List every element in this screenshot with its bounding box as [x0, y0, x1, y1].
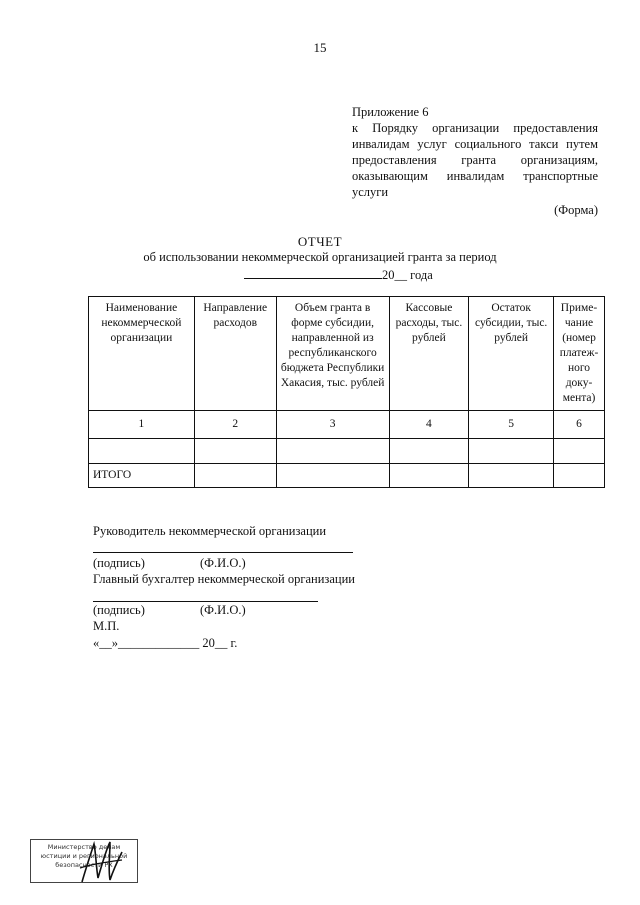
column-number: 6: [554, 411, 605, 439]
table-row: [89, 439, 605, 464]
date-line: «__»_____________ 20__ г.: [93, 636, 238, 650]
stamp-line: юстиции и региональной: [40, 852, 128, 860]
period-blank-line[interactable]: [244, 266, 382, 279]
stamp-line: Министерство делам: [47, 843, 121, 851]
header-subsidy-balance: Остаток субсидии, тыс. рублей: [469, 297, 554, 411]
header-cash-expenses: Кассовые расходы, тыс. рублей: [389, 297, 469, 411]
appendix-title: Приложение 6: [352, 105, 429, 119]
column-number: 3: [276, 411, 389, 439]
signature-caption: (подпись): [93, 556, 145, 570]
table-cell[interactable]: [389, 464, 469, 488]
table-cell[interactable]: [554, 439, 605, 464]
table-cell[interactable]: [276, 464, 389, 488]
handwritten-signature: [76, 838, 126, 886]
report-title: ОТЧЕТ: [297, 234, 343, 249]
report-period: [244, 266, 433, 283]
report-subtitle: об использовании некоммерческой организацией гранта за период: [143, 250, 497, 264]
name-caption: (Ф.И.О.): [200, 556, 246, 570]
column-number: 1: [89, 411, 195, 439]
table-header-row: [89, 297, 605, 411]
table-cell[interactable]: [194, 439, 276, 464]
name-caption: (Ф.И.О.): [200, 603, 246, 617]
signature-caption: (подпись): [93, 603, 145, 617]
column-number-row: [89, 411, 605, 439]
table-cell[interactable]: [469, 439, 554, 464]
period-suffix: 20__ года: [382, 268, 433, 282]
table-cell[interactable]: [389, 439, 469, 464]
page-number: 15: [313, 40, 327, 55]
table-cell[interactable]: [276, 439, 389, 464]
accountant-label: Главный бухгалтер некоммерческой организации: [93, 572, 355, 586]
accountant-signature-line[interactable]: [93, 601, 318, 602]
head-signature-line[interactable]: [93, 552, 353, 553]
stamp-line: безопасности РХ: [55, 861, 113, 869]
report-table: [88, 296, 605, 488]
appendix-block: [352, 104, 598, 200]
table-cell[interactable]: [554, 464, 605, 488]
total-label: ИТОГО: [89, 464, 195, 488]
column-number: 5: [469, 411, 554, 439]
seal-label: М.П.: [93, 619, 120, 633]
table-cell[interactable]: [469, 464, 554, 488]
form-label: (Форма): [554, 203, 598, 217]
column-number: 4: [389, 411, 469, 439]
appendix-description: к Порядку организации предоставления инвалидам услуг социального такси путем предоставления гранта организациям, оказывающим инвалидам транспортные услуги: [352, 121, 598, 199]
header-expense-direction: Направление расходов: [194, 297, 276, 411]
header-note: Приме-чание (номер платеж-ного доку-мента): [554, 297, 605, 411]
table-cell[interactable]: [194, 464, 276, 488]
header-grant-amount: Объем гранта в форме субсидии, направленной из республиканского бюджета Республики Хакасия, тыс. рублей: [276, 297, 389, 411]
ministry-stamp: [30, 839, 138, 883]
column-number: 2: [194, 411, 276, 439]
header-org-name: Наименование некоммерческой организации: [89, 297, 195, 411]
total-row: [89, 464, 605, 488]
table-cell[interactable]: [89, 439, 195, 464]
head-label: Руководитель некоммерческой организации: [93, 524, 327, 538]
